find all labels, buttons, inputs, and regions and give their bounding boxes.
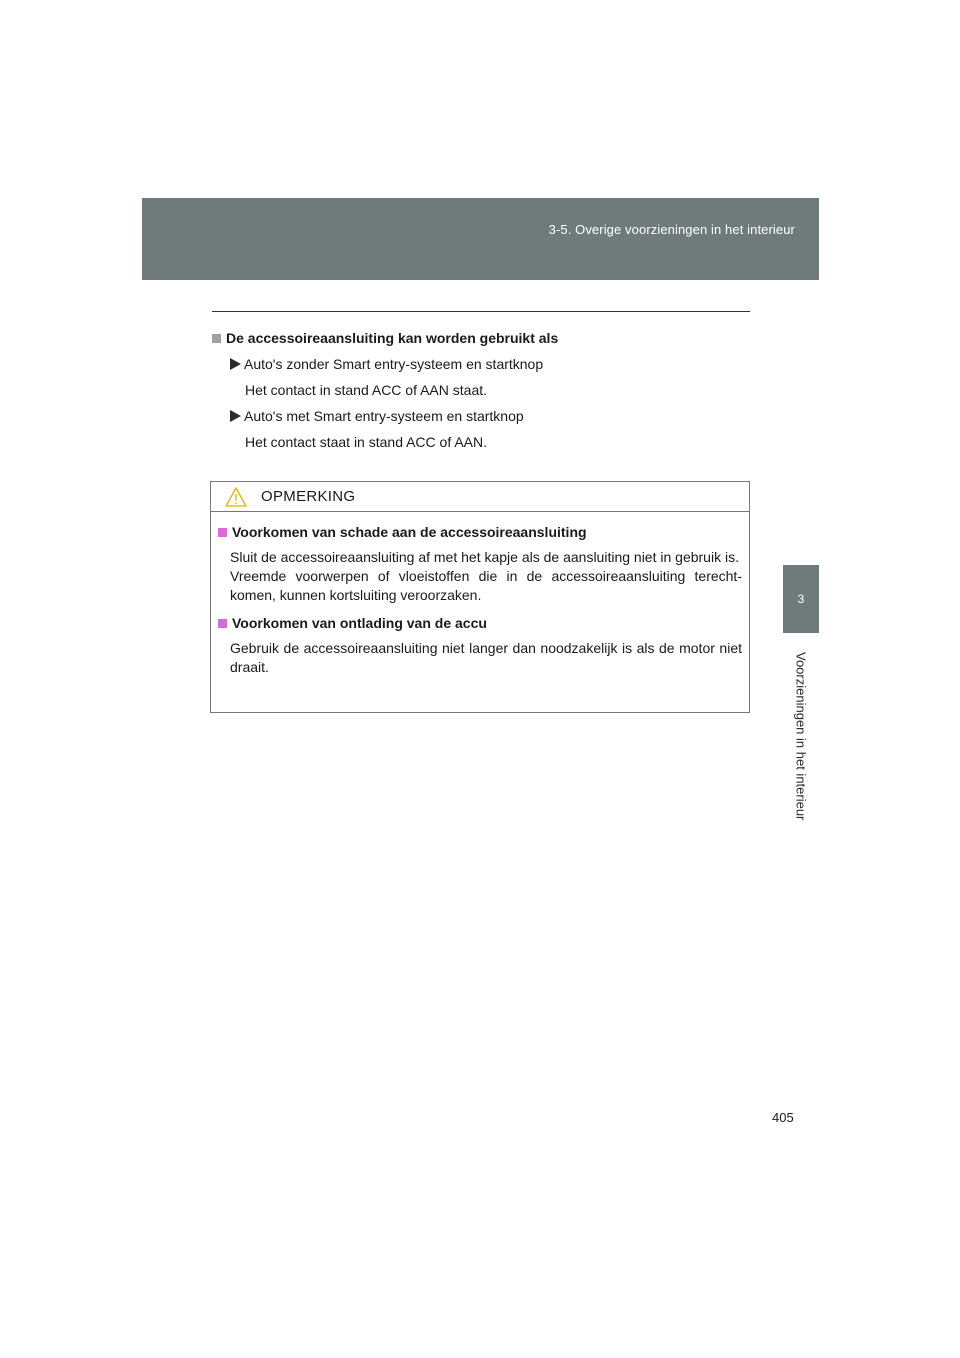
info-heading	[212, 330, 752, 346]
list-item-text: Het contact staat in stand ACC of AAN.	[245, 434, 488, 450]
chapter-label-text: Voorzieningen in het interieur	[793, 651, 809, 821]
notice-body	[211, 512, 749, 677]
triangle-right-icon	[230, 410, 241, 422]
square-bullet-icon	[212, 334, 221, 343]
chapter-number: 3	[797, 592, 805, 606]
list-item-label: Auto's zonder Smart entry-systeem en startknop	[244, 356, 544, 372]
list-item-label: Auto's met Smart entry-systeem en startknop	[244, 408, 524, 424]
notice-box	[210, 481, 750, 713]
list-item	[230, 408, 752, 424]
notice-header	[211, 482, 749, 512]
list-item	[230, 356, 752, 372]
section-title: 3-5. Overige voorzieningen in het interieur	[548, 222, 795, 237]
notice-section-title-text: Voorkomen van schade aan de accessoireaansluiting	[232, 524, 587, 540]
divider-line	[212, 311, 750, 312]
square-bullet-icon	[218, 619, 227, 628]
notice-section-title	[218, 524, 742, 540]
info-heading-text: De accessoireaansluiting kan worden gebruikt als	[226, 330, 559, 346]
square-bullet-icon	[218, 528, 227, 537]
notice-paragraph: Vreemde voorwerpen of vloeistoffen die in de accessoireaansluiting terecht-komen, kunnen kortsluiting veroorzaken.	[230, 568, 742, 603]
chapter-tab[interactable]	[783, 565, 819, 633]
warning-triangle-icon	[225, 487, 247, 507]
notice-paragraph: Sluit de accessoireaansluiting af met het kapje als de aansluiting niet in gebruik is.	[230, 549, 739, 565]
header-band	[142, 198, 819, 280]
notice-section-title-text: Voorkomen van ontlading van de accu	[232, 615, 487, 631]
page-number: 405	[772, 1110, 794, 1125]
list-item-text: Het contact in stand ACC of AAN staat.	[245, 382, 488, 398]
notice-paragraph: Gebruik de accessoireaansluiting niet langer dan noodzakelijk is als de motor niet draait.	[230, 640, 742, 675]
notice-section-title	[218, 615, 742, 631]
notice-title: OPMERKING	[261, 488, 356, 505]
triangle-right-icon	[230, 358, 241, 370]
info-section	[212, 330, 752, 450]
chapter-label	[786, 640, 816, 832]
